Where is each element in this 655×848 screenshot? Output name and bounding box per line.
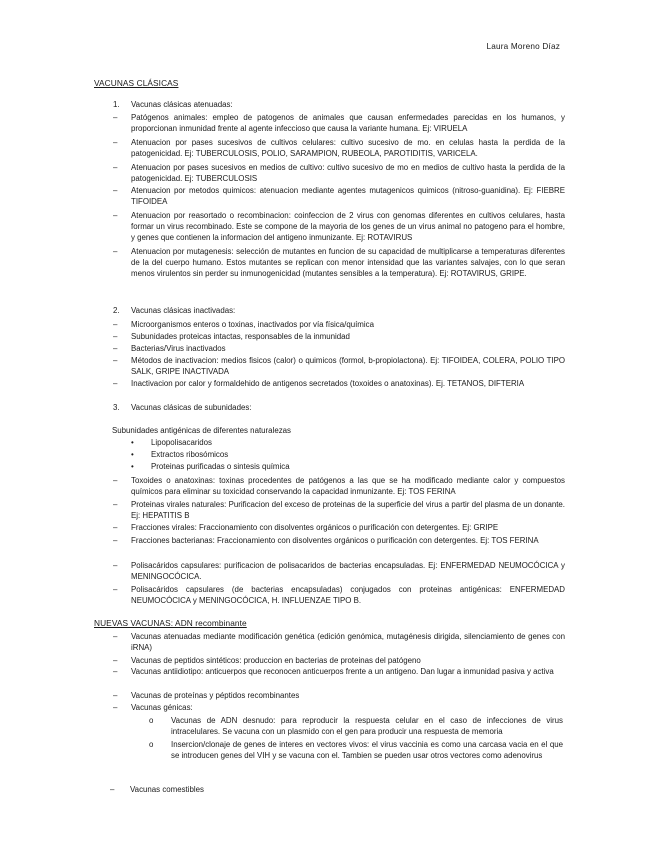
list-item-text: Patógenos animales: empleo de patogenos de animales que causan enfermedades parecidas en los humanos, y proporcionan inmunidad frente al agente infeccioso que causa la variante humana. Ej: VIRUELA — [131, 113, 565, 133]
dash-marker: – — [113, 138, 118, 147]
list-item-text: Subunidades proteicas intactas, responsables de la inmunidad — [131, 332, 350, 341]
intro-text: Subunidades antigénicas de diferentes naturalezas — [112, 426, 291, 435]
list-item-text: Fracciones bacterianas: Fraccionamiento con disolventes orgánicos o purificación con detergentes. Ej: TOS FERINA — [131, 536, 539, 545]
dash-marker: – — [113, 585, 118, 594]
list-item-text: Atenuacion por pases sucesivos de cultivos celulares: cultivo sucesivo de mo. en celulas hasta la perdida de la patogenicidad. Ej: TUBERCULOSIS, POLIO, SARAMPION, RUBEOLA, PAROTIDITIS, VARICELA. — [131, 138, 565, 158]
number-marker: 3. — [113, 403, 120, 412]
bullet-marker: • — [131, 450, 134, 459]
list-item-text: Toxoides o anatoxinas: toxinas procedentes de patógenos a las que se ha modificado mediante calor y compuestos químicos para eliminar su toxicidad conservando la capacidad inmunizante. Ej: TOS FERINA — [131, 476, 565, 496]
list-item-text: Métodos de inactivacion: medios fisicos (calor) o quimicos (formol, b-propiolactona). Ej: TIFOIDEA, COLERA, POLIO TIPO SALK, GRIPE INACTIVADA — [131, 356, 565, 376]
list-item-text: Vacunas de proteínas y péptidos recombinantes — [131, 691, 300, 700]
list-item-text: Vacunas comestibles — [130, 785, 204, 794]
dash-marker: – — [113, 211, 118, 220]
list-item-text: Atenuacion por mutagenesis: selección de mutantes en funcion de su capacidad de multiplicarse a temperaturas diferentes de la del cuerpo humano. Estos mutantes se replican con menor intensidad que las variantes salvajes, con lo que seran menos virulentos sin perder su inmunogenicidad (mutantes sensibles a la temperatura). Ej: ROTAVIRUS, GRIPE. — [131, 247, 565, 278]
dash-marker: – — [113, 186, 118, 195]
section-title-clasicas: VACUNAS CLÁSICAS — [94, 78, 179, 88]
list-item-text: Proteinas virales naturales: Purificacion del exceso de proteinas de la superficie del virus a partir del plasma de un donante. Ej: HEPATITIS B — [131, 500, 565, 520]
list-item-text: Fracciones virales: Fraccionamiento con disolventes orgánicos o purificación con detergentes. Ej: GRIPE — [131, 523, 499, 532]
sub-list-item-text: Insercion/clonaje de genes de interes en vectores vivos: el virus vaccinia es como una carcasa vacia en el que se introducen genes del VIH y se vacuna con el. Tambien se pueden usar otros vectores como adenovirus — [171, 740, 563, 760]
dash-marker: – — [113, 247, 118, 256]
dash-marker: – — [113, 163, 118, 172]
bullet-text: Extractos ribosómicos — [151, 450, 229, 459]
dash-marker: – — [113, 476, 118, 485]
dash-marker: – — [113, 691, 118, 700]
dash-marker: – — [113, 113, 118, 122]
dash-marker: – — [113, 561, 118, 570]
bullet-text: Proteinas purificadas o sintesis química — [151, 462, 290, 471]
dash-marker: – — [113, 379, 118, 388]
number-marker: 2. — [113, 306, 120, 315]
heading-text: Vacunas clásicas atenuadas: — [131, 100, 233, 109]
dash-marker: – — [113, 656, 118, 665]
author-name: Laura Moreno Díaz — [486, 42, 560, 51]
dash-marker: – — [113, 536, 118, 545]
dash-marker: – — [113, 703, 118, 712]
heading-text: Vacunas clásicas inactivadas: — [131, 306, 236, 315]
section-title-nuevas: NUEVAS VACUNAS: ADN recombinante — [94, 618, 247, 628]
sub-list-item-text: Vacunas de ADN desnudo: para reproducir la respuesta celular en el caso de infecciones de virus intracelulares. Se vacuna con un plasmido con el gen para producir una respuesta de memoria — [171, 716, 563, 736]
dash-marker: – — [110, 785, 115, 794]
list-item-text: Polisacáridos capsulares (de bacterias encapsuladas) conjugados con proteinas antigénicas: ENFERMEDAD NEUMOCÓCICA y MENINGOCÓCICA, H. INFLUENZAE TIPO B. — [131, 585, 565, 605]
list-item-text: Vacunas génicas: — [131, 703, 193, 712]
list-item-text: Inactivacion por calor y formaldehido de antigenos secretados (toxoides o anatoxinas). Ej. TETANOS, DIFTERIA — [131, 379, 525, 388]
circle-marker: o — [149, 740, 154, 749]
dash-marker: – — [113, 500, 118, 509]
list-item-text: Atenuacion por metodos quimicos: atenuacion mediante agentes mutagenicos quimicos (nitroso-guanidina). Ej: FIEBRE TIFOIDEA — [131, 186, 565, 206]
bullet-marker: • — [131, 438, 134, 447]
dash-marker: – — [113, 344, 118, 353]
bullet-text: Lipopolisacaridos — [151, 438, 212, 447]
number-marker: 1. — [113, 100, 120, 109]
list-item-text: Microorganismos enteros o toxinas, inactivados por vía física/química — [131, 320, 374, 329]
list-item-text: Bacterias/Virus inactivados — [131, 344, 226, 353]
dash-marker: – — [113, 523, 118, 532]
list-item-text: Vacunas de peptidos sintéticos: produccion en bacterias de proteinas del patógeno — [131, 656, 421, 665]
bullet-marker: • — [131, 462, 134, 471]
dash-marker: – — [113, 320, 118, 329]
dash-marker: – — [113, 632, 118, 641]
circle-marker: o — [149, 716, 154, 725]
dash-marker: – — [113, 667, 118, 676]
list-item-text: Atenuacion por pases sucesivos en medios de cultivo: cultivo sucesivo de mo en medios de cultivo hasta la perdida de la patogenicidad. Ej: TUBERCULOSIS — [131, 163, 565, 183]
list-item-text: Atenuacion por reasortado o recombinacion: coinfeccion de 2 virus con genomas diferentes en cultivos celulares, hasta formar un virus recombinado. Este se compone de la mayoria de los genes de un virus animal no patogeno para el hombre, y genes que contienen la informacion del antigeno inmunizante. Ej: ROTAVIRUS — [131, 211, 565, 242]
list-item-text: Vacunas atenuadas mediante modificación genética (edición genómica, mutagénesis dirigida, silenciamiento de genes con iRNA) — [131, 632, 565, 652]
list-item-text: Polisacáridos capsulares: purificacion de polisacaridos de bacterias encapsuladas. Ej: ENFERMEDAD NEUMOCÓCICA y MENINGOCÓCICA. — [131, 561, 565, 581]
dash-marker: – — [113, 332, 118, 341]
list-item-text: Vacunas antiidiotipo: anticuerpos que reconocen anticuerpos frente a un antigeno. Dan lugar a inmunidad pasiva y activa — [131, 667, 554, 676]
dash-marker: – — [113, 356, 118, 365]
heading-text: Vacunas clásicas de subunidades: — [131, 403, 252, 412]
